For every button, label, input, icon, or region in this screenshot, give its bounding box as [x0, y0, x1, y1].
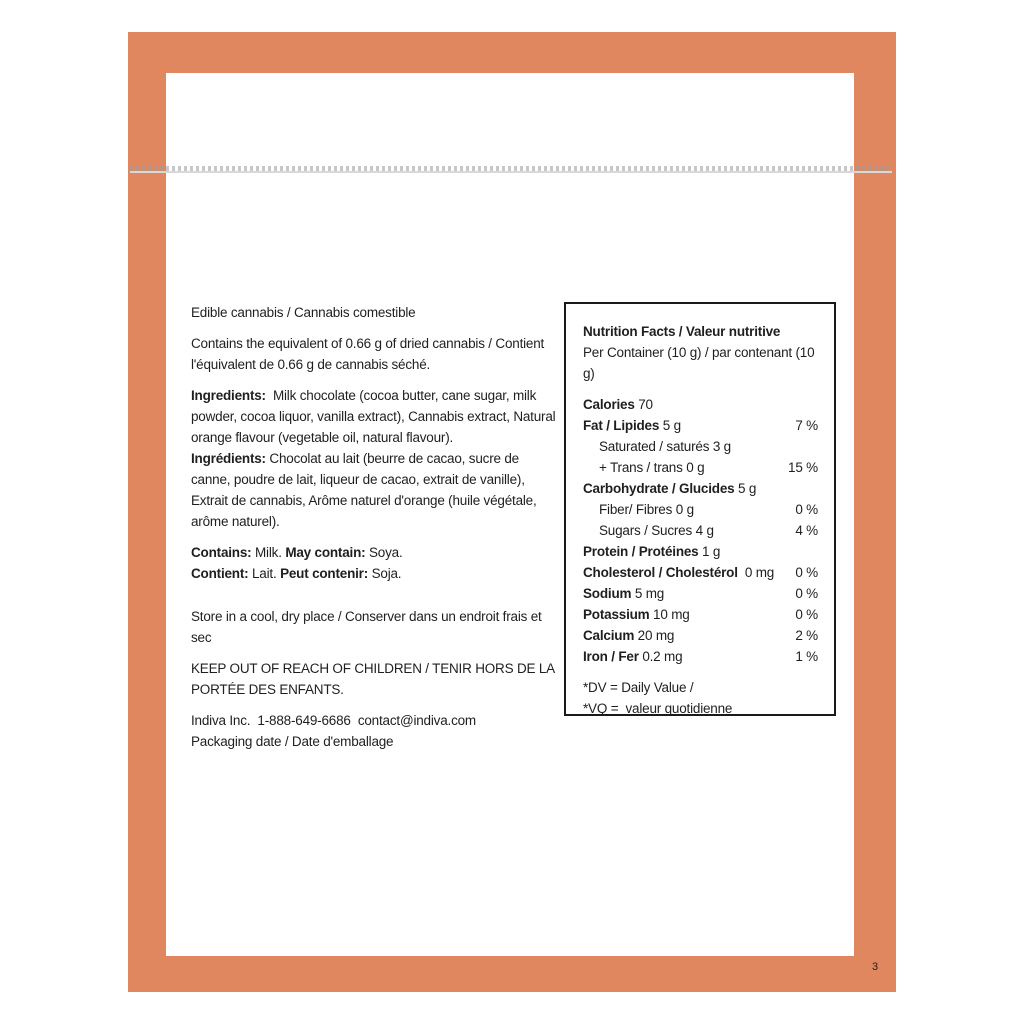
- nutrient-label: Carbohydrate / Glucides: [583, 481, 735, 496]
- ingredients-block: [191, 385, 560, 532]
- nutrient-amount: 5 g: [659, 418, 681, 433]
- calories-label: Calories: [583, 397, 635, 412]
- product-type: Edible cannabis / Cannabis comestible: [191, 305, 416, 320]
- vq-footnote: *VQ = valeur quotidienne: [583, 701, 733, 716]
- contient-label: Contient:: [191, 566, 249, 581]
- thc-equivalent: Contains the equivalent of 0.66 g of dried cannabis / Contient l'équivalent de 0.66 g de cannabis séché.: [191, 336, 545, 372]
- nutrient-dv: 15 %: [788, 460, 818, 475]
- calories-value: 70: [634, 397, 653, 412]
- nutrient-dv: 0 %: [795, 586, 818, 601]
- nutrient-amount: 1 g: [698, 544, 721, 559]
- nutrient-row-potassium: [583, 604, 818, 625]
- nutrient-amount: 10 mg: [649, 607, 690, 622]
- nutrient-label: Sugars / Sucres 4 g: [599, 523, 714, 538]
- nutrient-row-carbohydrate: [583, 478, 818, 499]
- nutrient-row-calcium: [583, 625, 818, 646]
- packaging-date: Packaging date / Date d'emballage: [191, 734, 394, 749]
- nutrient-amount: 5 g: [734, 481, 757, 496]
- company-contact: Indiva Inc. 1-888-649-6686 contact@indiva.com: [191, 713, 476, 728]
- peut-contenir-label: Peut contenir:: [280, 566, 369, 581]
- nutrient-dv: 0 %: [795, 607, 818, 622]
- nutrition-title: Nutrition Facts / Valeur nutritive: [583, 324, 781, 339]
- nutrient-row-fiber: [583, 499, 818, 520]
- nutrient-row-protein: [583, 541, 818, 562]
- nutrient-amount: 20 mg: [634, 628, 675, 643]
- nutrient-dv: 7 %: [795, 418, 818, 433]
- contient-value: Lait.: [248, 566, 281, 581]
- nutrient-label: + Trans / trans 0 g: [599, 460, 705, 475]
- nutrient-dv: 0 %: [795, 502, 818, 517]
- page-number: 3: [872, 961, 879, 973]
- nutrient-label: Fiber/ Fibres 0 g: [599, 502, 694, 517]
- ingredients-fr: Chocolat au lait (beurre de cacao, sucre de canne, poudre de lait, liqueur de cacao, extrait de vanille), Extrait de cannabis, Arôme naturel d'orange (huile végétale, arôme naturel).: [191, 451, 541, 529]
- nutrient-row-sodium: [583, 583, 818, 604]
- ingredients-en-label: Ingredients:: [191, 388, 266, 403]
- nutrient-label: Saturated / saturés 3 g: [599, 439, 731, 454]
- nutrient-row-trans: [583, 457, 818, 478]
- nutrient-dv: 2 %: [795, 628, 818, 643]
- nutrient-dv: 1 %: [795, 649, 818, 664]
- ingredients-en: Milk chocolate (cocoa butter, cane sugar, milk powder, cocoa liquor, vanilla extract), Cannabis extract, Natural orange flavour (vegetable oil, natural flavour).: [191, 388, 560, 445]
- product-info: [191, 302, 560, 762]
- serving-size: Per Container (10 g) / par contenant (10 g): [583, 345, 815, 381]
- nutrient-amount: 5 mg: [631, 586, 665, 601]
- nutrient-row-cholesterol: [583, 562, 818, 583]
- nutrient-dv: 0 %: [795, 565, 818, 580]
- nutrient-label: Protein / Protéines: [583, 544, 699, 559]
- nutrient-amount: 0.2 mg: [638, 649, 683, 664]
- storage-instructions: Store in a cool, dry place / Conserver dans un endroit frais et sec: [191, 609, 542, 645]
- nutrient-label: Calcium: [583, 628, 635, 643]
- nutrient-row-iron: [583, 646, 818, 667]
- nutrition-facts-table: [564, 302, 836, 716]
- calories-row: [583, 394, 818, 415]
- nutrient-label: Iron / Fer: [583, 649, 639, 664]
- nutrient-label: Potassium: [583, 607, 650, 622]
- ingredients-fr-label: Ingrédients:: [191, 451, 266, 466]
- allergens: [191, 542, 556, 584]
- seal-line: [130, 171, 892, 173]
- peut-contenir-value: Soja.: [368, 566, 402, 581]
- dv-footnote: *DV = Daily Value /: [583, 680, 694, 695]
- may-contain-label: May contain:: [285, 545, 366, 560]
- nutrient-row-fat: [583, 415, 818, 436]
- nutrient-amount: 0 mg: [737, 565, 775, 580]
- child-warning: KEEP OUT OF REACH OF CHILDREN / TENIR HORS DE LA PORTÉE DES ENFANTS.: [191, 661, 555, 697]
- nutrient-dv: 4 %: [795, 523, 818, 538]
- nutrient-label: Fat / Lipides: [583, 418, 660, 433]
- nutrient-label: Cholesterol / Cholestérol: [583, 565, 738, 580]
- nutrient-row-saturated: [583, 436, 818, 457]
- contains-value: Milk.: [251, 545, 286, 560]
- nutrient-label: Sodium: [583, 586, 632, 601]
- nutrient-row-sugars: [583, 520, 818, 541]
- may-contain-value: Soya.: [365, 545, 403, 560]
- contains-label: Contains:: [191, 545, 252, 560]
